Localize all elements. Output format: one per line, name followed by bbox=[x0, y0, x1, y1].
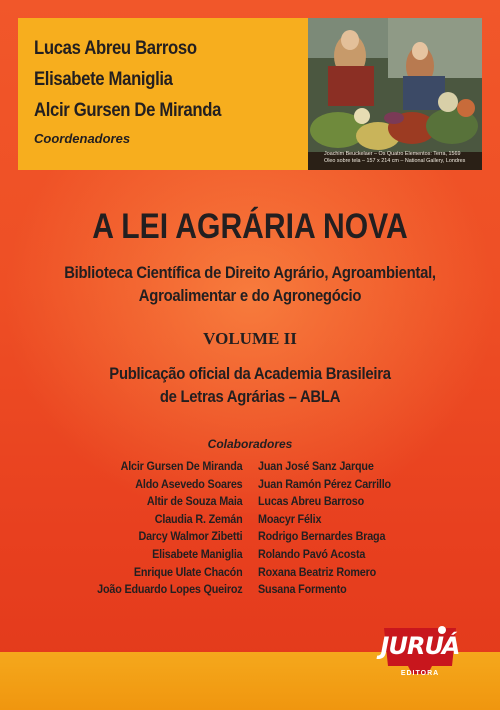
author-name: Alcir Gursen De Miranda bbox=[34, 100, 222, 121]
collaborator-name: Susana Formento bbox=[258, 582, 347, 597]
author-name: Elisabete Maniglia bbox=[34, 69, 173, 90]
book-subtitle: Agroalimentar e do Agronegócio bbox=[138, 287, 362, 305]
collaborator-name: Moacyr Félix bbox=[258, 511, 322, 526]
logo-label: EDITORA bbox=[400, 670, 440, 677]
publication-note: Publicação oficial da Academia Brasileira bbox=[109, 365, 391, 383]
collaborators-left-column bbox=[81, 458, 243, 599]
collaborator-name: Darcy Walmor Zibetti bbox=[137, 529, 242, 544]
collaborator-name: Roxana Beatriz Romero bbox=[258, 564, 377, 579]
collaborator-name: Elisabete Maniglia bbox=[151, 546, 242, 561]
collaborator-name: Rolando Pavó Acosta bbox=[258, 546, 366, 561]
volume-label: VOLUME II bbox=[203, 329, 297, 348]
painting-credit: Óleo sobre tela – 157 x 214 cm – National Gallery, Londres bbox=[324, 158, 466, 164]
authors-role: Coordenadores bbox=[34, 131, 131, 146]
collaborator-name: Juan José Sanz Jarque bbox=[258, 459, 374, 473]
collaborator-name: Claudia R. Zemán bbox=[154, 511, 242, 526]
collaborator-name: Juan Ramón Pérez Carrillo bbox=[258, 476, 391, 491]
collaborator-name: Aldo Asevedo Soares bbox=[134, 476, 242, 491]
collaborator-name: Enrique Ulate Chacón bbox=[133, 564, 242, 579]
collaborator-name: Altir de Souza Maia bbox=[146, 494, 242, 509]
cover-painting bbox=[308, 18, 482, 170]
collaborators-heading: Colaboradores bbox=[207, 437, 293, 451]
authors-box bbox=[18, 18, 308, 170]
collaborator-name: Alcir Gursen De Miranda bbox=[120, 459, 242, 473]
collaborator-name: Rodrigo Bernardes Braga bbox=[258, 529, 386, 544]
publication-note: de Letras Agrárias – ABLA bbox=[159, 388, 341, 406]
book-title: A LEI AGRÁRIA NOVA bbox=[92, 207, 408, 246]
book-subtitle: Biblioteca Científica de Direito Agrário, Agroambiental, bbox=[64, 264, 436, 282]
logo-wordmark: JURUÁ bbox=[380, 632, 460, 660]
author-name: Lucas Abreu Barroso bbox=[34, 38, 197, 59]
collaborator-name: Lucas Abreu Barroso bbox=[258, 494, 365, 509]
collaborators-right-column bbox=[258, 458, 406, 599]
painting-image bbox=[308, 18, 482, 170]
collaborator-name: João Eduardo Lopes Queiroz bbox=[96, 582, 242, 597]
painting-credit: Joachim Beuckelaer – Os Quatro Elementos: Terra, 1569 bbox=[324, 151, 461, 157]
publisher-logo bbox=[378, 622, 462, 690]
